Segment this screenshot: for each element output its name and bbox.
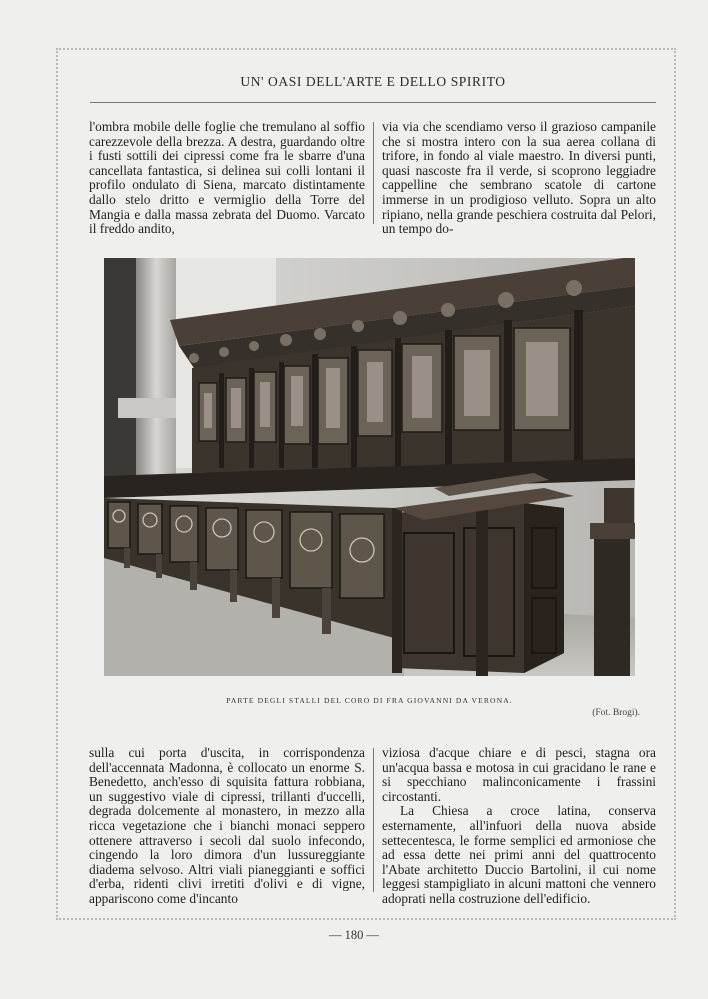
photo-credit: (Fot. Brogi). <box>592 708 640 718</box>
bottom-right-paragraph-2: La Chiesa a croce latina, conserva esternamente, all'infuori della nuova abside settecentesca, le forme semplici ed armoniose che ad essa dette nei primi anni del quattrocento l'Abate architetto Duccio Bartolini, il cui nome leggesi stampigliato in alcuni mattoni che vennero adoprati nella costruzione dell'edificio. <box>382 803 656 906</box>
bottom-left-paragraph: sulla cui porta d'uscita, in corrispondenza dell'accennata Madonna, è collocato un enorme S. Benedetto, anch'esso di squisita fattura robbiana, un suggestivo viale di cipressi, trillanti d'uccelli, degrada dolcemente al monastero, in mezzo alla ricca vegetazione che i bianchi monaci seppero ottenere attraverso i secoli dal suolo infecondo, cingendo la loro dimora d'un lussureggiante diadema selvoso. Altri viali pianeggianti e soffici d'erba, ridenti clivi irretiti d'olivi e di vigne, appariscono come d'incanto <box>89 745 365 906</box>
bottom-left-column <box>89 746 365 907</box>
bottom-right-column <box>382 746 656 907</box>
bottom-column-divider <box>373 748 374 892</box>
top-right-paragraph: via via che scendiamo verso il grazioso campanile che si mostra intero con la sua aerea collana di trifore, in fondo al viale maestro. In diversi punti, quasi nascoste fra il verde, si scoprono leggiadre cappelline che sembrano scatole di cartone immerse in un prodigioso velluto. Sopra un alto ripiano, nella grande peschiera costruita dal Pelori, un tempo do- <box>382 119 656 237</box>
photo-caption: PARTE DEGLI STALLI DEL CORO DI FRA GIOVANNI DA VERONA. <box>226 696 513 705</box>
top-left-paragraph: l'ombra mobile delle foglie che tremulano al soffio carezzevole della brezza. A destra, guardando oltre i fusti sottili dei cipressi come fra le sbarre d'una cancellata fantastica, si delinea sui colli lontani il profilo ondulato di Siena, marcato distintamente dallo stelo dritto e vermiglio della Torre del Mangia e dalla massa zebrata del Duomo. Varcato il freddo andito, <box>89 119 365 237</box>
choir-stalls-illustration <box>104 258 635 676</box>
running-head: UN' OASI DELL'ARTE E DELLO SPIRITO <box>240 74 506 89</box>
top-column-divider <box>373 122 374 224</box>
bottom-right-paragraph-1: viziosa d'acque chiare e di pesci, stagna ora un'acqua bassa e motosa in cui gracidano le rane e si specchiano malinconicamente i frassini circostanti. <box>382 745 656 804</box>
page-number: — 180 — <box>329 928 379 942</box>
top-right-column <box>382 120 656 237</box>
header-rule <box>90 102 656 103</box>
choir-stalls-photograph <box>104 258 635 676</box>
top-left-column <box>89 120 365 237</box>
